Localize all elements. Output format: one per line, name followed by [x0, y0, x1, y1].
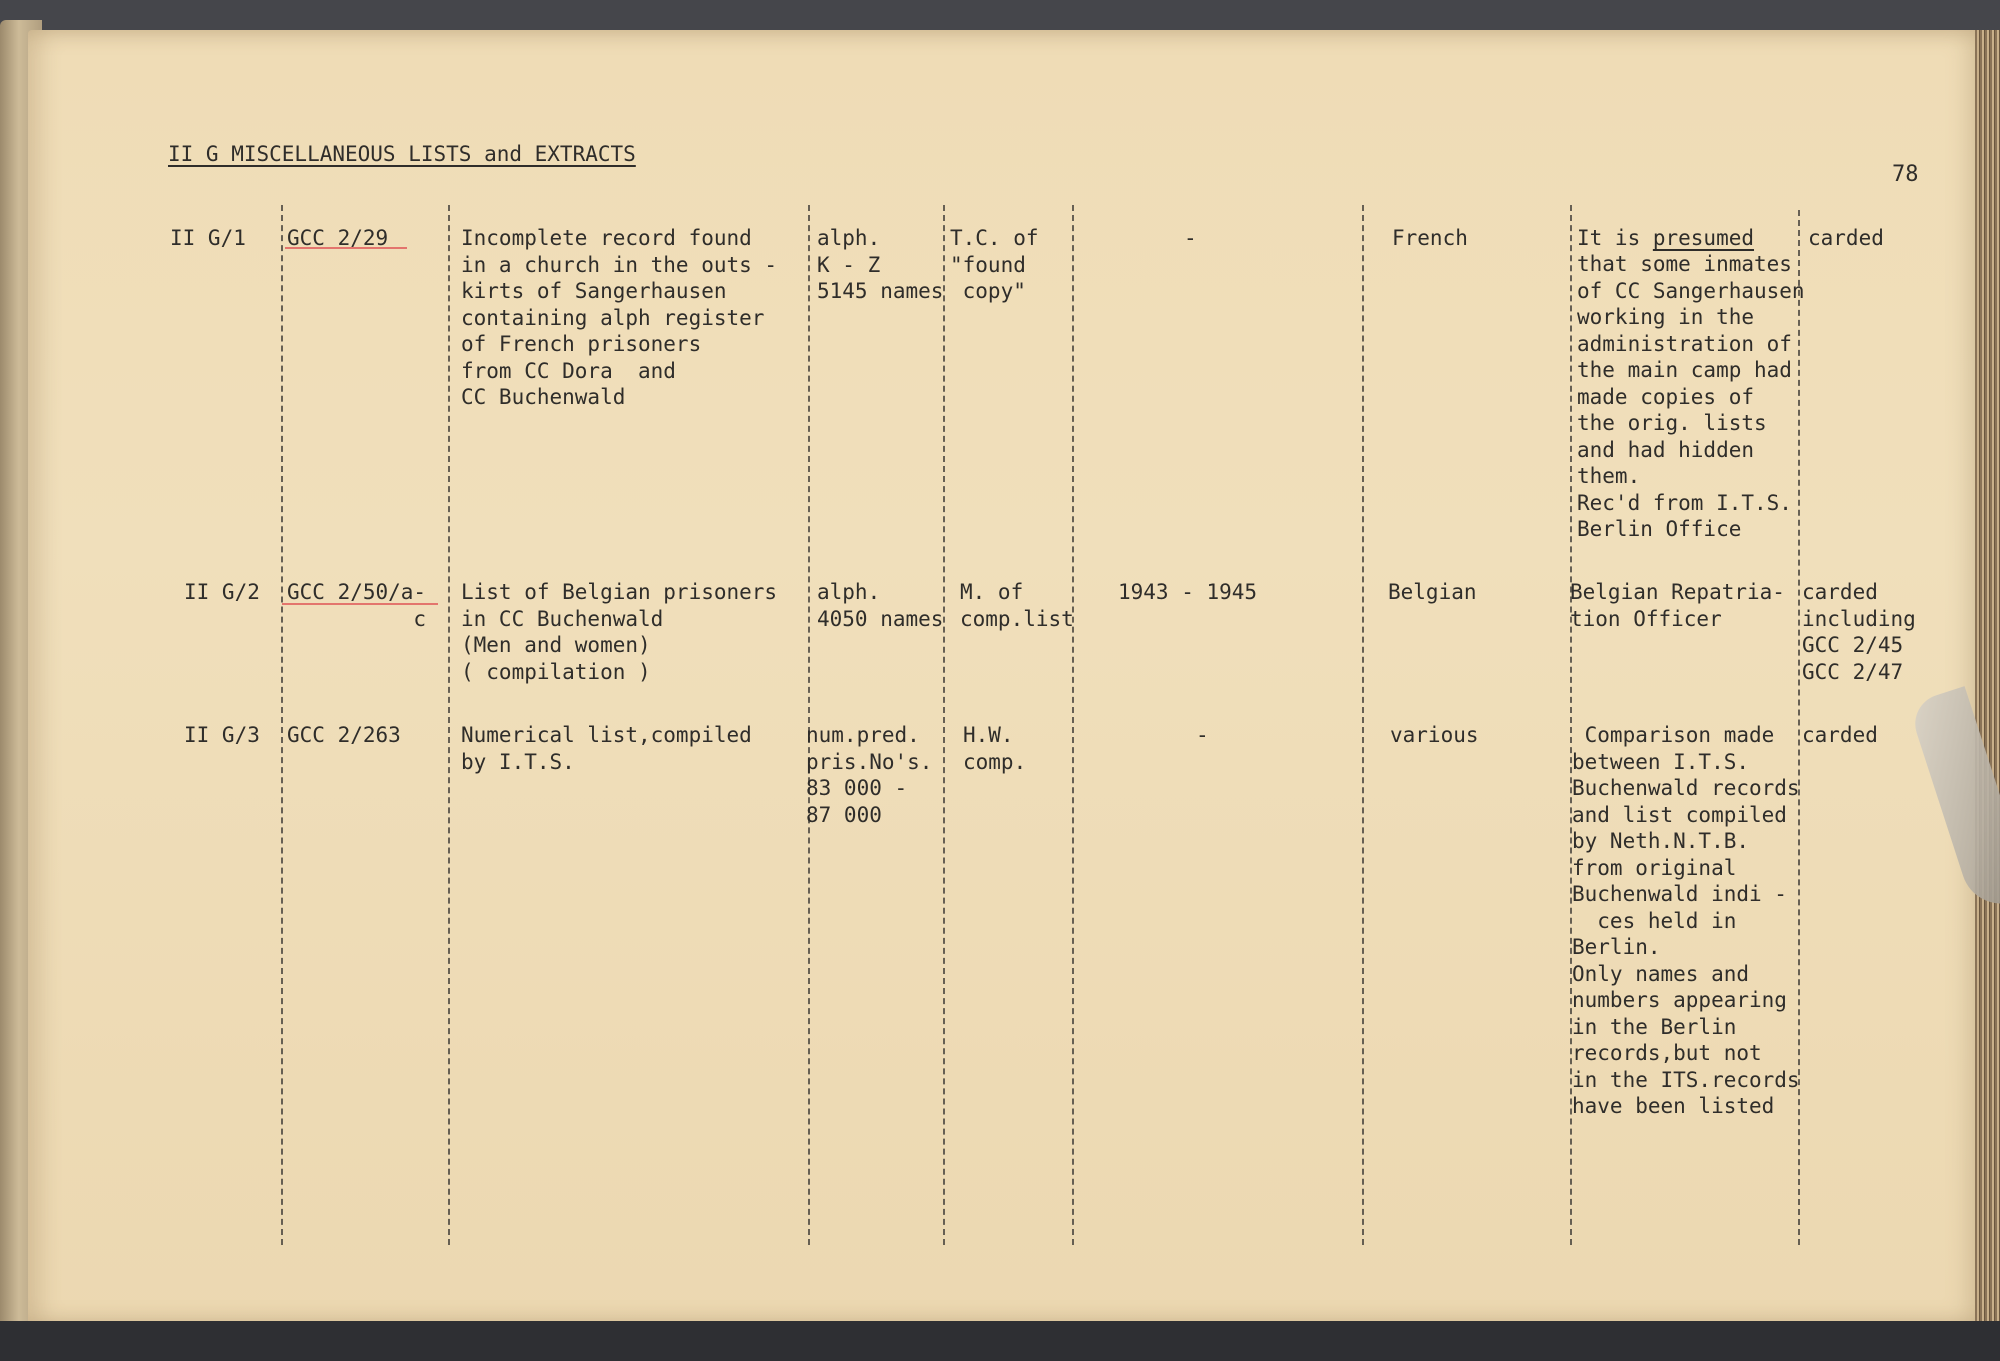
row2-description: List of Belgian prisoners in CC Buchenwald (Men and women) ( compilation ) — [461, 580, 778, 684]
row1-status: carded — [1808, 226, 1884, 250]
row2-form: M. of comp.list — [960, 580, 1074, 631]
row3-form: H.W. comp. — [963, 723, 1027, 774]
row2-status: carded including GCC 2/45 GCC 2/47 — [1802, 580, 1916, 684]
row1-ref: II G/1 — [170, 226, 246, 250]
background-top — [0, 0, 2000, 34]
row2-period: 1943 - 1945 — [1118, 580, 1258, 604]
row2-nationality: Belgian — [1388, 580, 1477, 604]
row2-arrangement: alph. 4050 names — [817, 580, 944, 631]
row3-nationality: various — [1390, 723, 1479, 747]
row1-period: - — [1184, 226, 1197, 250]
row3-remarks: Comparison made between I.T.S. Buchenwald records and list compiled by Neth.N.T.B. from original Buchenwald indi - ces held in Berlin. Only names and numbers appearing in the Berlin records,but not in the ITS.records have been listed — [1572, 723, 1800, 1118]
row3-period: - — [1196, 723, 1209, 747]
row1-remarks-first-line — [1577, 225, 1754, 252]
row1-remarks: that some inmates of CC Sangerhausen working in the administration of the main camp had made copies of the orig. lists and had hidden them. Rec'd from I.T.S. Berlin Office — [1577, 252, 1805, 541]
section-heading: II G MISCELLANEOUS LISTS and EXTRACTS — [168, 142, 636, 166]
row2-gcc: GCC 2/50/a- c — [287, 580, 427, 631]
row1-arrangement: alph. K - Z 5145 names — [817, 226, 944, 303]
row1-gcc: GCC 2/29 — [287, 226, 389, 250]
row3-status: carded — [1802, 723, 1878, 747]
page-number: 78 — [1892, 162, 1919, 187]
column-divider — [943, 205, 945, 1245]
column-divider — [1072, 205, 1074, 1245]
row1-nationality: French — [1392, 226, 1468, 250]
column-divider — [281, 205, 283, 1245]
row3-arrangement: num.pred. pris.No's. 83 000 - 87 000 — [806, 723, 933, 827]
row3-gcc: GCC 2/263 — [287, 723, 401, 747]
column-divider — [1362, 205, 1364, 1245]
page-stack-edge — [1975, 30, 2000, 1325]
column-divider — [448, 205, 450, 1245]
row2-ref: II G/2 — [184, 580, 260, 604]
row2-remarks: Belgian Repatria- tion Officer — [1570, 580, 1785, 631]
row1-remarks-emphasis: presumed — [1652, 226, 1755, 250]
row1-remarks-lead: It is — [1577, 226, 1653, 250]
row1-form: T.C. of "found copy" — [950, 226, 1039, 303]
row3-description: Numerical list,compiled by I.T.S. — [461, 723, 752, 774]
row1-description: Incomplete record found in a church in the outs - kirts of Sangerhausen containing alph register of French prisoners from CC Dora and CC Buchenwald — [461, 226, 778, 409]
row3-ref: II G/3 — [184, 723, 260, 747]
background-bottom — [0, 1321, 2000, 1361]
